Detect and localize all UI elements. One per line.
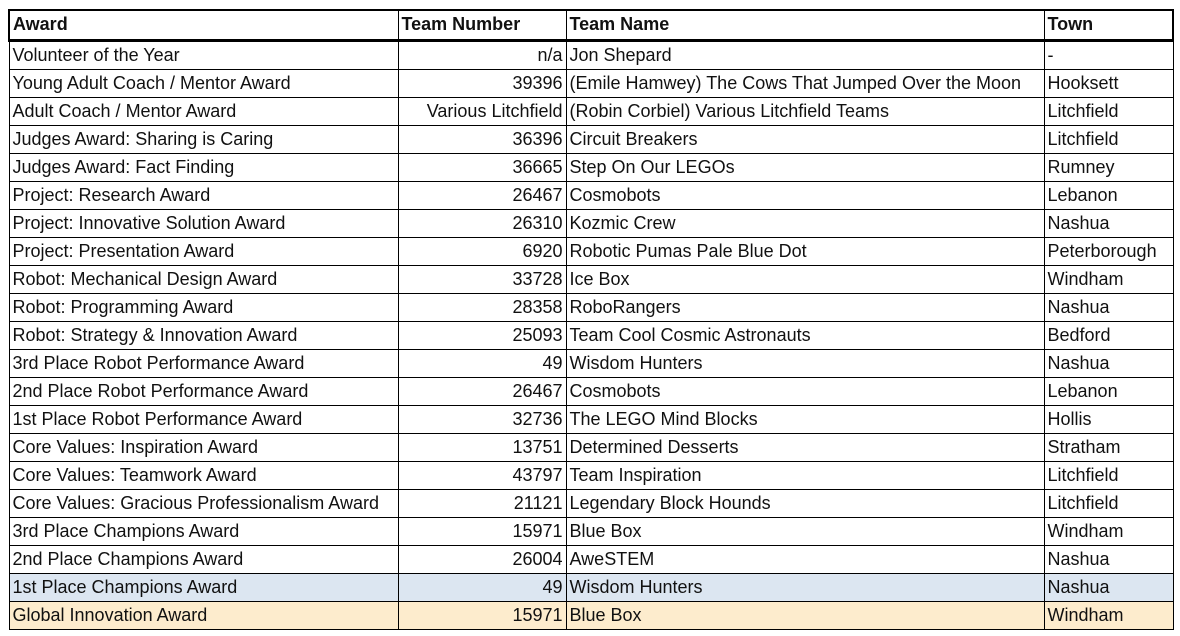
team-number-cell: 26310 [398, 209, 566, 237]
table-row [9, 489, 1173, 517]
table-row [9, 40, 1173, 69]
team-name-cell: Determined Desserts [566, 433, 1044, 461]
header-town: Town [1044, 10, 1173, 40]
town-cell: Hollis [1044, 405, 1173, 433]
table-row [9, 125, 1173, 153]
table-header [9, 10, 1173, 40]
table-row [9, 377, 1173, 405]
team-number-cell: 49 [398, 573, 566, 601]
team-name-cell: Circuit Breakers [566, 125, 1044, 153]
table-row [9, 433, 1173, 461]
town-cell: Windham [1044, 517, 1173, 545]
team-name-cell: AweSTEM [566, 545, 1044, 573]
town-cell: Litchfield [1044, 125, 1173, 153]
team-number-cell: 36396 [398, 125, 566, 153]
team-number-cell: n/a [398, 40, 566, 69]
table-row [9, 321, 1173, 349]
team-name-cell: Ice Box [566, 265, 1044, 293]
header-award: Award [9, 10, 398, 40]
town-cell: Nashua [1044, 349, 1173, 377]
award-cell: Project: Presentation Award [9, 237, 398, 265]
team-number-cell: 39396 [398, 69, 566, 97]
team-name-cell: Team Inspiration [566, 461, 1044, 489]
team-number-cell: 21121 [398, 489, 566, 517]
award-cell: Judges Award: Fact Finding [9, 153, 398, 181]
town-cell: Nashua [1044, 209, 1173, 237]
team-name-cell: Team Cool Cosmic Astronauts [566, 321, 1044, 349]
team-number-cell: 26004 [398, 545, 566, 573]
team-name-cell: (Emile Hamwey) The Cows That Jumped Over the Moon [566, 69, 1044, 97]
table-row [9, 69, 1173, 97]
award-cell: Project: Innovative Solution Award [9, 209, 398, 237]
table-row [9, 209, 1173, 237]
award-cell: Core Values: Teamwork Award [9, 461, 398, 489]
team-number-cell: 6920 [398, 237, 566, 265]
team-number-cell: 32736 [398, 405, 566, 433]
team-number-cell: 33728 [398, 265, 566, 293]
table-row-highlight-gold [9, 601, 1173, 629]
table-row [9, 517, 1173, 545]
table-body [9, 40, 1173, 629]
awards-table [8, 9, 1174, 630]
table-row [9, 181, 1173, 209]
award-cell: 3rd Place Robot Performance Award [9, 349, 398, 377]
award-cell: Core Values: Inspiration Award [9, 433, 398, 461]
team-name-cell: Blue Box [566, 517, 1044, 545]
award-cell: Robot: Mechanical Design Award [9, 265, 398, 293]
town-cell: Stratham [1044, 433, 1173, 461]
table-row-highlight-blue [9, 573, 1173, 601]
town-cell: Peterborough [1044, 237, 1173, 265]
town-cell: Nashua [1044, 545, 1173, 573]
team-name-cell: Blue Box [566, 601, 1044, 629]
header-team-name: Team Name [566, 10, 1044, 40]
town-cell: - [1044, 40, 1173, 69]
header-row [9, 10, 1173, 40]
team-name-cell: The LEGO Mind Blocks [566, 405, 1044, 433]
table-row [9, 293, 1173, 321]
team-number-cell: 25093 [398, 321, 566, 349]
award-cell: Robot: Programming Award [9, 293, 398, 321]
team-number-cell: 26467 [398, 181, 566, 209]
town-cell: Hooksett [1044, 69, 1173, 97]
award-cell: Project: Research Award [9, 181, 398, 209]
team-number-cell: Various Litchfield [398, 97, 566, 125]
town-cell: Nashua [1044, 573, 1173, 601]
town-cell: Bedford [1044, 321, 1173, 349]
team-name-cell: Wisdom Hunters [566, 349, 1044, 377]
team-name-cell: Cosmobots [566, 377, 1044, 405]
award-cell: Volunteer of the Year [9, 40, 398, 69]
team-number-cell: 28358 [398, 293, 566, 321]
table-row [9, 97, 1173, 125]
table-row [9, 349, 1173, 377]
table-row [9, 265, 1173, 293]
town-cell: Litchfield [1044, 461, 1173, 489]
team-name-cell: Wisdom Hunters [566, 573, 1044, 601]
team-name-cell: Legendary Block Hounds [566, 489, 1044, 517]
town-cell: Lebanon [1044, 181, 1173, 209]
award-cell: 1st Place Champions Award [9, 573, 398, 601]
team-name-cell: Robotic Pumas Pale Blue Dot [566, 237, 1044, 265]
award-cell: Core Values: Gracious Professionalism Award [9, 489, 398, 517]
team-number-cell: 36665 [398, 153, 566, 181]
team-name-cell: RoboRangers [566, 293, 1044, 321]
town-cell: Lebanon [1044, 377, 1173, 405]
team-name-cell: Kozmic Crew [566, 209, 1044, 237]
award-cell: Robot: Strategy & Innovation Award [9, 321, 398, 349]
team-name-cell: Jon Shepard [566, 40, 1044, 69]
award-cell: 3rd Place Champions Award [9, 517, 398, 545]
team-number-cell: 15971 [398, 517, 566, 545]
town-cell: Litchfield [1044, 489, 1173, 517]
award-cell: Judges Award: Sharing is Caring [9, 125, 398, 153]
team-number-cell: 13751 [398, 433, 566, 461]
town-cell: Nashua [1044, 293, 1173, 321]
table-row [9, 545, 1173, 573]
award-cell: Young Adult Coach / Mentor Award [9, 69, 398, 97]
award-cell: Adult Coach / Mentor Award [9, 97, 398, 125]
table-row [9, 153, 1173, 181]
table-row [9, 237, 1173, 265]
award-cell: 2nd Place Robot Performance Award [9, 377, 398, 405]
table-row [9, 405, 1173, 433]
team-number-cell: 15971 [398, 601, 566, 629]
team-number-cell: 49 [398, 349, 566, 377]
award-cell: Global Innovation Award [9, 601, 398, 629]
team-number-cell: 26467 [398, 377, 566, 405]
town-cell: Litchfield [1044, 97, 1173, 125]
team-number-cell: 43797 [398, 461, 566, 489]
town-cell: Windham [1044, 601, 1173, 629]
award-cell: 2nd Place Champions Award [9, 545, 398, 573]
award-cell: 1st Place Robot Performance Award [9, 405, 398, 433]
town-cell: Rumney [1044, 153, 1173, 181]
header-team-number: Team Number [398, 10, 566, 40]
team-name-cell: Cosmobots [566, 181, 1044, 209]
team-name-cell: Step On Our LEGOs [566, 153, 1044, 181]
town-cell: Windham [1044, 265, 1173, 293]
team-name-cell: (Robin Corbiel) Various Litchfield Teams [566, 97, 1044, 125]
table-row [9, 461, 1173, 489]
